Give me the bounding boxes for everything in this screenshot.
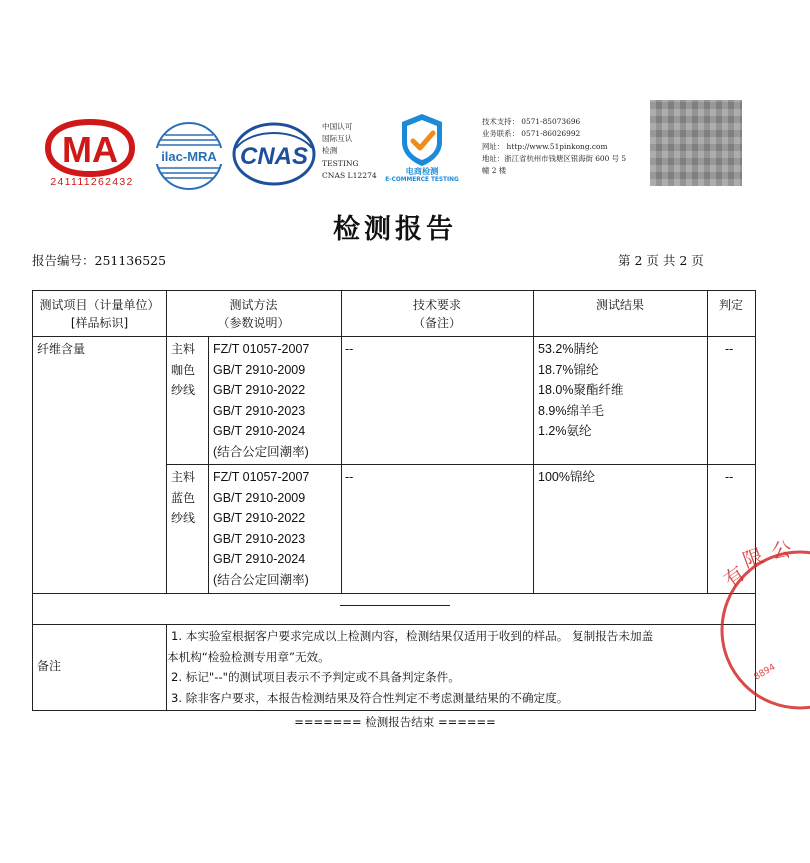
header-tech-req-line2: （备注） — [412, 316, 461, 330]
sample-judgement: -- — [725, 470, 734, 484]
note-line: 1. 本实验室根据客户要求完成以上检测内容，检测结果仅适用于收到的样品。 复制报告未加盖 — [171, 629, 654, 643]
header-test-item-line1: 测试项目（计量单位） — [39, 298, 160, 312]
cnas-logo — [232, 122, 316, 186]
method-line: GB/T 2910-2009 — [213, 362, 306, 377]
method-line: GB/T 2910-2023 — [213, 403, 306, 418]
svg-text:8894: 8894 — [752, 662, 778, 683]
sample-results — [538, 467, 595, 488]
sample-label-line: 纱线 — [171, 511, 196, 525]
result-line: 18.7%锦纶 — [538, 362, 599, 377]
sample-label-line: 主料 — [171, 342, 196, 356]
svg-text:公: 公 — [770, 537, 793, 563]
header-judgement: 判定 — [718, 298, 743, 312]
ecom-en-label: E-COMMERCE TESTING — [385, 177, 459, 183]
sample-label-line: 蓝色 — [171, 490, 196, 505]
method-line: FZ/T 01057-2007 — [213, 342, 310, 356]
result-line: 53.2%腈纶 — [538, 342, 599, 356]
sample-methods — [213, 467, 309, 590]
method-line: GB/T 2910-2009 — [213, 490, 306, 505]
sample-methods — [213, 339, 309, 462]
result-line: 18.0%聚酯纤维 — [538, 383, 624, 397]
qr-code-blurred — [650, 100, 742, 186]
header-test-method-line1: 测试方法 — [229, 298, 278, 312]
report-number: 报告编号：251136525 — [32, 253, 167, 268]
contact-line: 幢 2 楼 — [482, 166, 507, 176]
svg-text:有: 有 — [719, 560, 750, 593]
result-line: 100%锦纶 — [538, 470, 595, 484]
cnas-line: TESTING — [322, 158, 359, 168]
company-seal-stamp — [700, 530, 810, 710]
sample-label-line: 咖色 — [171, 362, 196, 377]
cnas-line: CNAS L12274 — [322, 170, 377, 180]
method-line: GB/T 2910-2024 — [213, 424, 306, 438]
header-test-item — [33, 296, 166, 332]
contact-line: 技术支持： 0571-85073696 — [482, 117, 581, 126]
contact-line: 地址：浙江省杭州市钱塘区银海街 600 号 5 — [482, 153, 627, 163]
sample-requirement: -- — [345, 470, 354, 484]
page-indicator: 第 2 页 共 2 页 — [618, 253, 704, 268]
cnas-accreditation-text — [322, 121, 377, 182]
sample-label — [171, 467, 195, 529]
note-line: 本机构“检验检测专用章”无效。 — [167, 649, 330, 664]
note-line: 3. 除非客户要求，本报告检测结果及符合性判定不考虑测量结果的不确定度。 — [171, 690, 569, 705]
method-line: GB/T 2910-2022 — [213, 383, 306, 397]
method-line: GB/T 2910-2023 — [213, 531, 306, 546]
result-line: 1.2%氨纶 — [538, 424, 592, 438]
contact-info — [482, 116, 648, 177]
header-tech-requirement — [341, 296, 533, 332]
sample-judgement: -- — [725, 342, 734, 356]
sample-label — [171, 339, 195, 401]
report-end-marker: ======= 检测报告结束 ====== — [294, 715, 496, 729]
ilac-mra-logo — [153, 120, 225, 192]
sample-label-line: 纱线 — [171, 383, 196, 397]
notes-label: 备注 — [37, 659, 62, 673]
method-line: (结合公定回潮率) — [213, 572, 309, 587]
header-test-item-line2: [样品标识] — [70, 316, 129, 330]
header-test-result: 测试结果 — [595, 298, 644, 312]
ilac-text: ilac-MRA — [161, 149, 217, 164]
method-line: (结合公定回潮率) — [213, 444, 309, 459]
cnas-line: 国际互认 — [322, 134, 353, 144]
results-table — [32, 290, 756, 711]
cnas-line: 中国认可 — [322, 122, 353, 131]
cma-logo-text: MA — [62, 129, 118, 170]
sample-results — [538, 339, 623, 442]
cma-code: 241111262432 — [50, 176, 134, 188]
notes-content — [167, 626, 753, 708]
header-test-method-line2: （参数说明） — [217, 316, 290, 330]
result-line: 8.9%绵羊毛 — [538, 403, 604, 418]
cnas-logo-text: CNAS — [239, 143, 309, 170]
report-title: 检测报告 — [333, 214, 457, 245]
header-tech-req-line1: 技术要求 — [412, 298, 461, 312]
method-line: GB/T 2910-2024 — [213, 552, 306, 566]
sample-label-line: 主料 — [171, 470, 196, 484]
ecom-cn-label: 电商检测 — [405, 166, 439, 176]
header-test-method — [166, 296, 341, 332]
svg-text:限: 限 — [739, 543, 767, 573]
method-line: GB/T 2910-2022 — [213, 511, 306, 525]
note-line: 2. 标记"--"的测试项目表示不予判定或不具备判定条件。 — [171, 670, 460, 684]
method-line: FZ/T 01057-2007 — [213, 470, 310, 484]
item-name: 纤维含量 — [37, 342, 86, 356]
contact-line: 业务联系： 0571-86026992 — [482, 129, 581, 139]
contact-line: 网址： http://www.51pinkong.com — [482, 141, 608, 151]
cnas-line: 检测 — [322, 146, 338, 156]
sample-requirement: -- — [345, 342, 354, 356]
